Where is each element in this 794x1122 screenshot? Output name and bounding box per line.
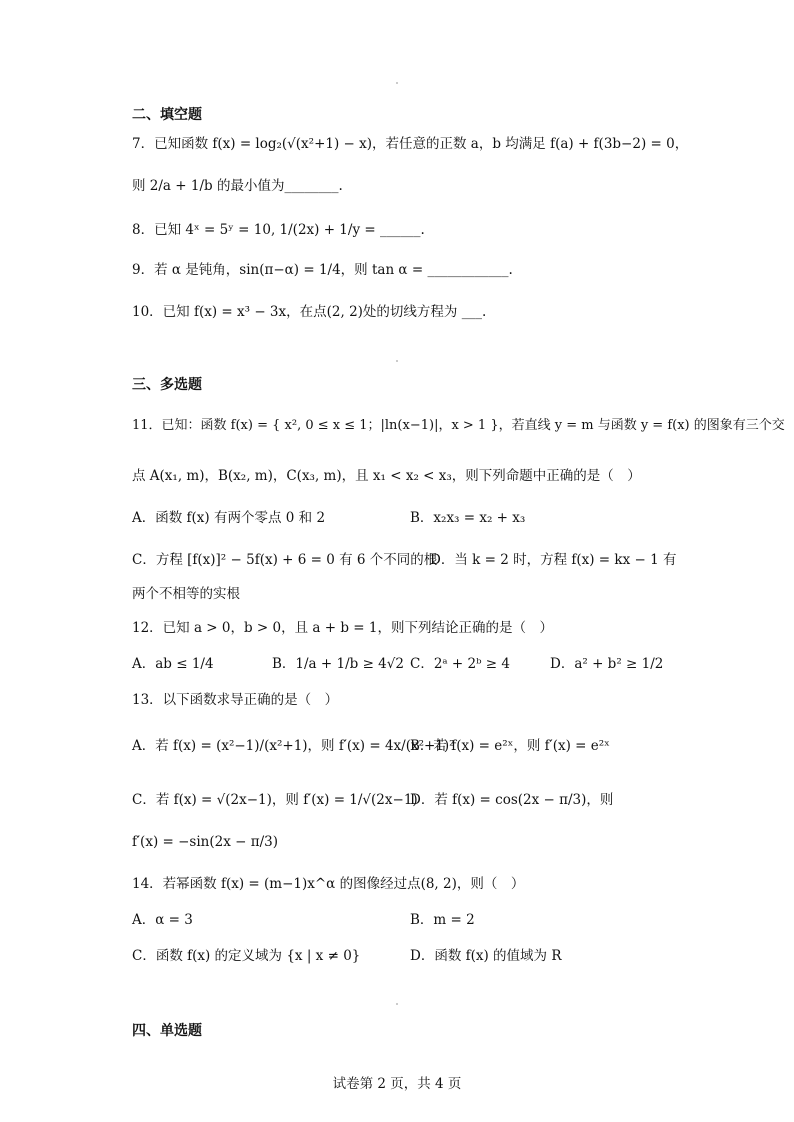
question-9: 9．若 α 是钝角，sin(π−α) = 1/4，则 tan α = ____________. bbox=[132, 262, 513, 278]
question-11-option-b: B．x₂x₃ = x₂ + x₃ bbox=[410, 510, 526, 526]
question-13-option-d: D．若 f(x) = cos(2x − π/3)，则 bbox=[410, 792, 614, 808]
question-12-option-d: D．a² + b² ≥ 1/2 bbox=[550, 656, 664, 672]
question-11-line1: 11．已知：函数 f(x) = { x², 0 ≤ x ≤ 1；|ln(x−1)|，x > 1 }，若直线 y = m 与函数 y = f(x) 的图象有三个交 bbox=[132, 418, 785, 433]
page-mark-dot bbox=[396, 360, 398, 362]
question-13-option-c: C．若 f(x) = √(2x−1)，则 f′(x) = 1/√(2x−1) bbox=[132, 792, 418, 808]
section-heading-single: 四、单选题 bbox=[132, 1023, 202, 1039]
page-mark-dot bbox=[396, 82, 398, 84]
question-7-line1: 7．已知函数 f(x) = log₂(√(x²+1) − x)，若任意的正数 a，b 均满足 f(a) + f(3b−2) = 0， bbox=[132, 136, 689, 152]
question-11-option-a: A．函数 f(x) 有两个零点 0 和 2 bbox=[132, 510, 326, 526]
question-11-option-d: D．当 k = 2 时，方程 f(x) = kx − 1 有 bbox=[430, 552, 677, 568]
question-11-option-c: C．方程 [f(x)]² − 5f(x) + 6 = 0 有 6 个不同的根 bbox=[132, 552, 438, 568]
question-11-line2: 点 A(x₁, m)，B(x₂, m)，C(x₃, m)，且 x₁ < x₂ < x₃，则下列命题中正确的是（ ） bbox=[132, 468, 641, 484]
question-14-stem: 14．若幂函数 f(x) = (m−1)x^α 的图像经过点(8, 2)，则（ ） bbox=[132, 876, 525, 892]
question-12-option-b: B．1/a + 1/b ≥ 4√2 bbox=[272, 656, 404, 672]
question-14-option-c: C．函数 f(x) 的定义域为 {x | x ≠ 0} bbox=[132, 948, 361, 964]
section-heading-fill: 二、填空题 bbox=[132, 107, 202, 123]
page-mark-dot bbox=[396, 1003, 398, 1005]
question-11-option-d-cont: 两个不相等的实根 bbox=[132, 586, 240, 602]
question-13-stem: 13．以下函数求导正确的是（ ） bbox=[132, 692, 339, 708]
question-14-option-b: B．m = 2 bbox=[410, 912, 475, 928]
question-13-option-d-cont: f′(x) = −sin(2x − π/3) bbox=[132, 834, 278, 850]
question-14-option-d: D．函数 f(x) 的值域为 R bbox=[410, 948, 562, 964]
question-7-line2: 则 2/a + 1/b 的最小值为________. bbox=[132, 178, 343, 194]
question-12-stem: 12．已知 a > 0，b > 0，且 a + b = 1，则下列结论正确的是（ ） bbox=[132, 620, 553, 636]
question-12-option-a: A．ab ≤ 1/4 bbox=[132, 656, 214, 672]
question-12-option-c: C．2ᵃ + 2ᵇ ≥ 4 bbox=[410, 656, 510, 672]
question-8: 8．已知 4ˣ = 5ʸ = 10, 1/(2x) + 1/y = ______. bbox=[132, 222, 425, 238]
question-14-option-a: A．α = 3 bbox=[132, 912, 193, 928]
section-heading-multi: 三、多选题 bbox=[132, 377, 202, 393]
question-10: 10．已知 f(x) = x³ − 3x，在点(2, 2)处的切线方程为 ___. bbox=[132, 304, 487, 320]
page-footer: 试卷第 2 页，共 4 页 bbox=[332, 1076, 462, 1092]
question-13-option-a: A．若 f(x) = (x²−1)/(x²+1)，则 f′(x) = 4x/(x²+1)² bbox=[132, 738, 455, 754]
question-13-option-b: B．若 f(x) = e²ˣ，则 f′(x) = e²ˣ bbox=[410, 738, 610, 754]
